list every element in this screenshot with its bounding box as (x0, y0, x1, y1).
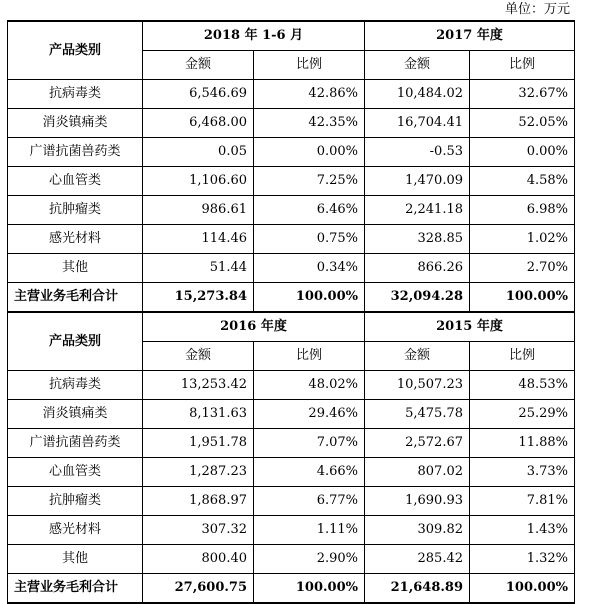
ratio-cell: 1.02% (470, 225, 575, 254)
table-row (8, 545, 575, 574)
ratio-cell: 11.88% (470, 429, 575, 458)
category-cell: 抗肿瘤类 (8, 487, 143, 516)
category-cell: 其他 (8, 254, 143, 283)
total-amount: 21,648.89 (365, 574, 470, 604)
category-cell: 消炎镇痛类 (8, 109, 143, 138)
ratio-cell: 1.32% (470, 545, 575, 574)
category-cell: 感光材料 (8, 225, 143, 254)
ratio-cell: 7.07% (254, 429, 365, 458)
category-cell: 其他 (8, 545, 143, 574)
ratio-cell: 32.67% (470, 80, 575, 109)
ratio-cell: 6.46% (254, 196, 365, 225)
table-row (8, 371, 575, 400)
ratio-cell: 0.00% (470, 138, 575, 167)
table-row (8, 516, 575, 545)
total-amount: 27,600.75 (143, 574, 254, 604)
table-row (8, 458, 575, 487)
amount-cell: 1,690.93 (365, 487, 470, 516)
col-ratio: 比例 (254, 342, 365, 371)
category-cell: 感光材料 (8, 516, 143, 545)
amount-cell: 1,287.23 (143, 458, 254, 487)
col-ratio: 比例 (470, 342, 575, 371)
ratio-cell: 48.02% (254, 371, 365, 400)
category-cell: 心血管类 (8, 167, 143, 196)
amount-cell: 8,131.63 (143, 400, 254, 429)
col-amount: 金额 (365, 51, 470, 80)
ratio-cell: 4.58% (470, 167, 575, 196)
ratio-cell: 0.34% (254, 254, 365, 283)
category-cell: 抗病毒类 (8, 371, 143, 400)
ratio-cell: 0.00% (254, 138, 365, 167)
period-header: 2016 年度 (143, 312, 365, 342)
total-amount: 15,273.84 (143, 283, 254, 313)
total-ratio: 100.00% (470, 574, 575, 604)
table-row (8, 196, 575, 225)
table-row (8, 487, 575, 516)
col-amount: 金额 (143, 51, 254, 80)
table-row (8, 138, 575, 167)
amount-cell: 5,475.78 (365, 400, 470, 429)
ratio-cell: 29.46% (254, 400, 365, 429)
amount-cell: 807.02 (365, 458, 470, 487)
ratio-cell: 52.05% (470, 109, 575, 138)
table-row (8, 400, 575, 429)
amount-cell: 10,507.23 (365, 371, 470, 400)
amount-cell: 307.32 (143, 516, 254, 545)
ratio-cell: 6.77% (254, 487, 365, 516)
amount-cell: 6,546.69 (143, 80, 254, 109)
total-label: 主营业务毛利合计 (8, 283, 143, 313)
header-row-2 (8, 312, 575, 342)
amount-cell: 1,470.09 (365, 167, 470, 196)
ratio-cell: 7.81% (470, 487, 575, 516)
period-header: 2015 年度 (365, 312, 575, 342)
amount-cell: 0.05 (143, 138, 254, 167)
ratio-cell: 25.29% (470, 400, 575, 429)
ratio-cell: 2.70% (470, 254, 575, 283)
col-ratio: 比例 (254, 51, 365, 80)
ratio-cell: 0.75% (254, 225, 365, 254)
amount-cell: 1,951.78 (143, 429, 254, 458)
amount-cell: 309.82 (365, 516, 470, 545)
total-ratio: 100.00% (254, 574, 365, 604)
category-cell: 广谱抗菌兽药类 (8, 429, 143, 458)
total-ratio: 100.00% (254, 283, 365, 313)
amount-cell: 328.85 (365, 225, 470, 254)
table-row (8, 167, 575, 196)
amount-cell: 285.42 (365, 545, 470, 574)
header-category: 产品类别 (8, 312, 143, 371)
ratio-cell: 7.25% (254, 167, 365, 196)
col-amount: 金额 (365, 342, 470, 371)
amount-cell: 866.26 (365, 254, 470, 283)
col-amount: 金额 (143, 342, 254, 371)
category-cell: 广谱抗菌兽药类 (8, 138, 143, 167)
amount-cell: 13,253.42 (143, 371, 254, 400)
ratio-cell: 1.11% (254, 516, 365, 545)
amount-cell: 10,484.02 (365, 80, 470, 109)
total-amount: 32,094.28 (365, 283, 470, 313)
table-row (8, 109, 575, 138)
category-cell: 抗肿瘤类 (8, 196, 143, 225)
amount-cell: 6,468.00 (143, 109, 254, 138)
ratio-cell: 42.35% (254, 109, 365, 138)
total-label: 主营业务毛利合计 (8, 574, 143, 604)
table-row (8, 80, 575, 109)
gross-profit-table (7, 20, 575, 604)
amount-cell: 986.61 (143, 196, 254, 225)
category-cell: 抗病毒类 (8, 80, 143, 109)
table-row (8, 254, 575, 283)
category-cell: 消炎镇痛类 (8, 400, 143, 429)
ratio-cell: 48.53% (470, 371, 575, 400)
amount-cell: 51.44 (143, 254, 254, 283)
amount-cell: -0.53 (365, 138, 470, 167)
category-cell: 心血管类 (8, 458, 143, 487)
amount-cell: 114.46 (143, 225, 254, 254)
amount-cell: 1,106.60 (143, 167, 254, 196)
period-header: 2017 年度 (365, 21, 575, 51)
amount-cell: 2,572.67 (365, 429, 470, 458)
total-ratio: 100.00% (470, 283, 575, 313)
amount-cell: 1,868.97 (143, 487, 254, 516)
amount-cell: 800.40 (143, 545, 254, 574)
table-row (8, 225, 575, 254)
table-row (8, 429, 575, 458)
ratio-cell: 3.73% (470, 458, 575, 487)
ratio-cell: 1.43% (470, 516, 575, 545)
unit-label: 单位：万元 (504, 2, 570, 17)
amount-cell: 2,241.18 (365, 196, 470, 225)
period-header: 2018 年 1-6 月 (143, 21, 365, 51)
total-row (8, 283, 575, 313)
header-row-1 (8, 21, 575, 51)
header-category: 产品类别 (8, 21, 143, 80)
col-ratio: 比例 (470, 51, 575, 80)
total-row (8, 574, 575, 604)
ratio-cell: 42.86% (254, 80, 365, 109)
amount-cell: 16,704.41 (365, 109, 470, 138)
ratio-cell: 6.98% (470, 196, 575, 225)
ratio-cell: 4.66% (254, 458, 365, 487)
ratio-cell: 2.90% (254, 545, 365, 574)
